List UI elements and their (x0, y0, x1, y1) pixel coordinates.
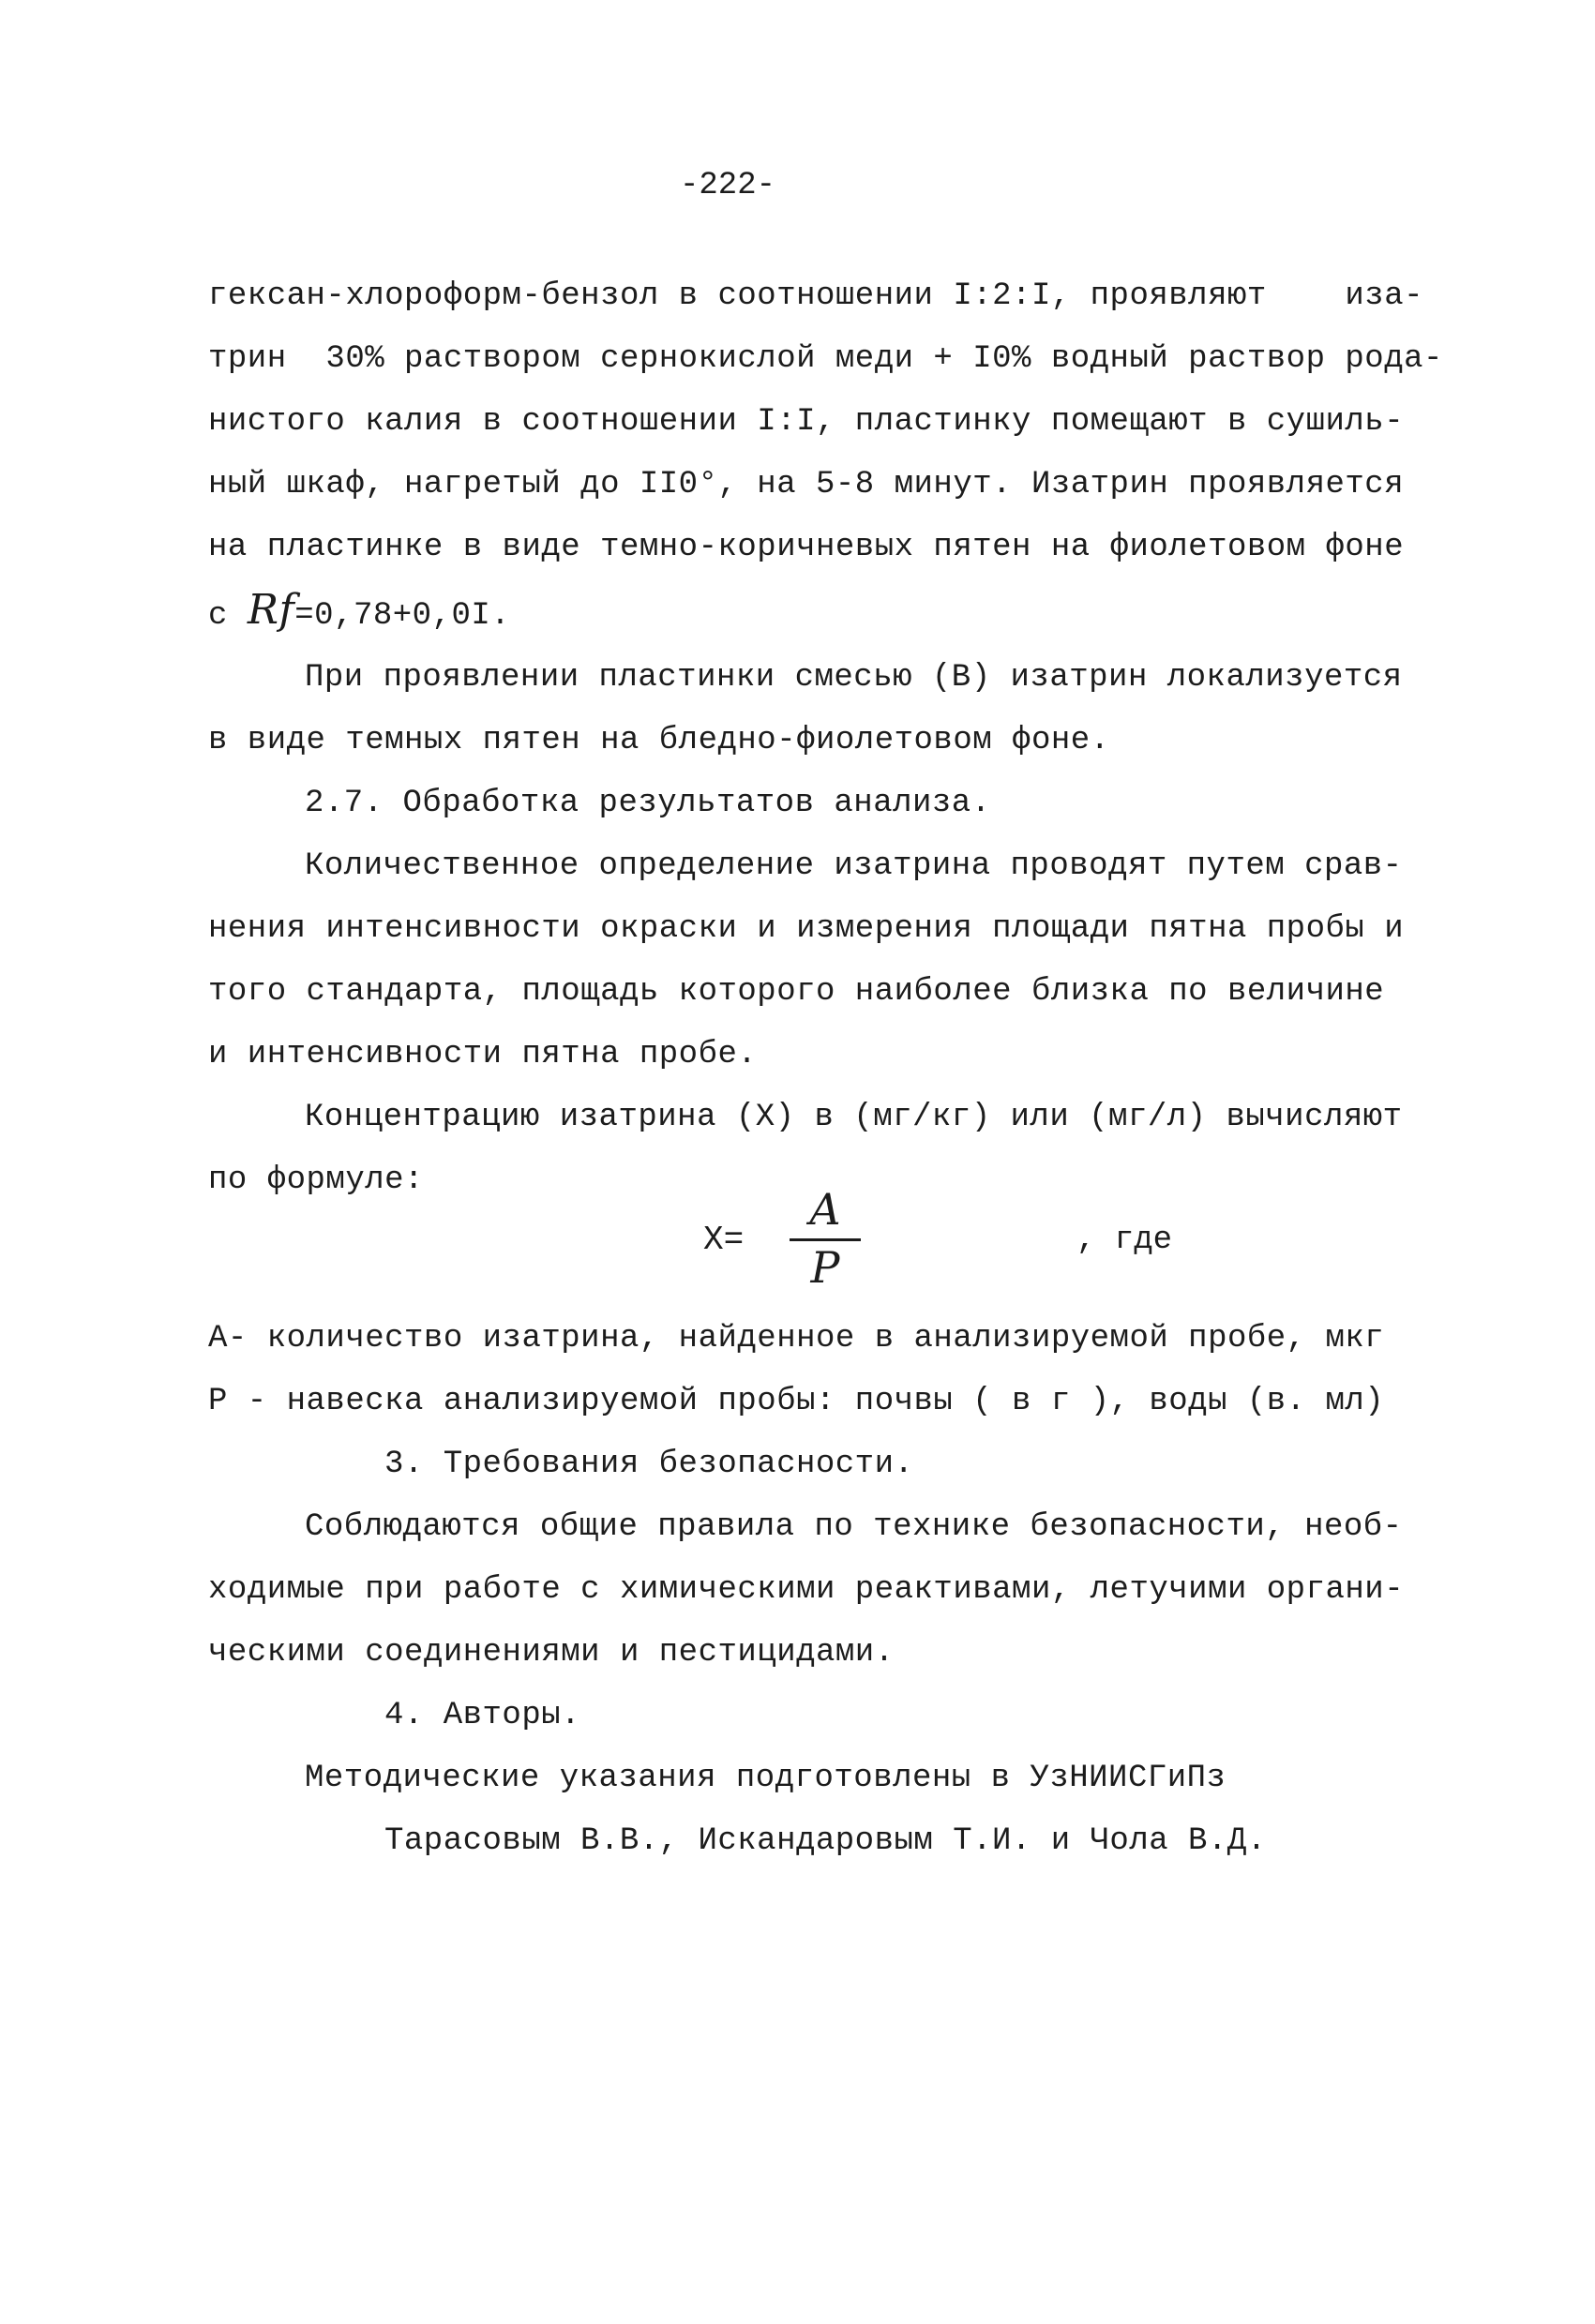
text-line: на пластинке в виде темно-коричневых пятен на фиолетовом фоне (208, 530, 1405, 565)
definition-line: А- количество изатрина, найденное в анализируемой пробе, мкг (208, 1321, 1385, 1357)
rf-line (208, 586, 511, 635)
text-line: ческими соединениями и пестицидами. (208, 1635, 895, 1671)
rf-symbol: Rf (247, 586, 295, 634)
text-line: того стандарта, площадь которого наиболее близка по величине (208, 974, 1385, 1010)
text-line: гексан-хлороформ-бензол в соотношении I:2:I, проявляют иза- (208, 278, 1424, 314)
text-line: трин 30% раствором сернокислой меди + I0% водный раствор рода- (208, 341, 1443, 377)
page-number-text: -222- (680, 168, 776, 203)
text-line: Концентрацию изатрина (X) в (мг/кг) или (мг/л) вычисляют (305, 1100, 1403, 1135)
text-line: в виде темных пятен на бледно-фиолетовом фоне. (208, 723, 1110, 758)
text-line: Количественное определение изатрина проводят путем срав- (305, 848, 1403, 884)
formula-lhs: X= (703, 1221, 745, 1259)
text-line: нистого калия в соотношении I:I, пластинку помещают в сушиль- (208, 404, 1405, 440)
section-heading: 3. Требования безопасности. (384, 1447, 914, 1482)
text-line: При проявлении пластинки смесью (В) изатрин локализуется (305, 660, 1403, 696)
rf-value: =0,78+0,0I. (294, 598, 511, 634)
text-line: и интенсивности пятна пробе. (208, 1037, 758, 1072)
formula-denominator: P (810, 1242, 840, 1293)
text-line: Тарасовым В.В., Искандаровым Т.И. и Чола В.Д. (384, 1823, 1267, 1859)
text-line: ный шкаф, нагретый до II0°, на 5-8 минут. Изатрин проявляется (208, 467, 1405, 502)
text-line: ходимые при работе с химическими реактивами, летучими органи- (208, 1572, 1405, 1608)
section-heading: 2.7. Обработка результатов анализа. (305, 786, 991, 821)
section-heading: 4. Авторы. (384, 1698, 581, 1733)
formula-where: , где (1076, 1222, 1173, 1258)
fraction-bar (790, 1238, 861, 1241)
rf-prefix: с (208, 598, 248, 634)
formula (703, 1186, 1191, 1308)
formula-numerator: A (809, 1184, 841, 1235)
text-line: нения интенсивности окраски и измерения площади пятна пробы и (208, 911, 1405, 947)
page-number (680, 167, 775, 204)
text-line: по формуле: (208, 1162, 424, 1198)
definition-line: Р - навеска анализируемой пробы: почвы ( в г ), воды (в. мл) (208, 1384, 1385, 1419)
text-line: Методические указания подготовлены в УзНИИСГиПз (305, 1761, 1226, 1796)
text-line: Соблюдаются общие правила по технике безопасности, необ- (305, 1509, 1403, 1545)
